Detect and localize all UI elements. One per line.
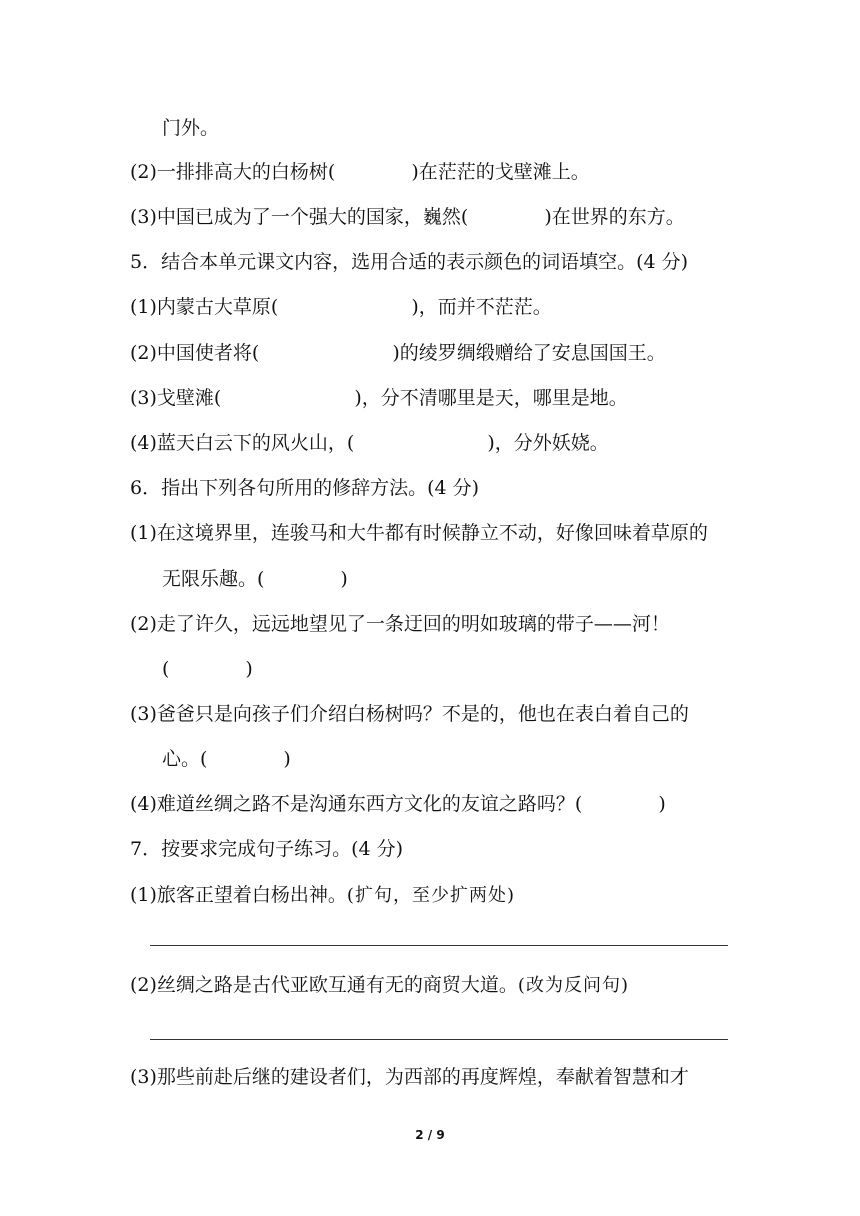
question-5-item-2: (2)中国使者将( )的绫罗绸缎赠给了安息国国王。 bbox=[130, 342, 666, 364]
question-5-item-1: (1)内蒙古大草原( )，而并不茫茫。 bbox=[130, 296, 552, 318]
question-6-heading: 6．指出下列各句所用的修辞方法。(4 分) bbox=[130, 477, 480, 499]
question-6-item-2: (2)走了许久，远远地望见了一条迂回的明如玻璃的带子——河！ bbox=[130, 613, 670, 635]
question-7-item-3: (3)那些前赴后继的建设者们，为西部的再度辉煌，奉献着智慧和才 bbox=[130, 1066, 689, 1088]
page-number: 2 / 9 bbox=[415, 1128, 445, 1142]
question-7-item-2-text: (2)丝绸之路是古代亚欧互通有无的商贸大道。 bbox=[130, 974, 518, 996]
question-5-item-3: (3)戈壁滩( )，分不清哪里是天，哪里是地。 bbox=[130, 387, 628, 409]
question-7-heading: 7．按要求完成句子练习。(4 分) bbox=[130, 838, 404, 860]
question-7-item-1 bbox=[130, 881, 740, 910]
question-7-item-1-instruction: (扩句，至少扩两处) bbox=[346, 885, 515, 906]
question-7-item-2 bbox=[130, 971, 740, 1000]
question-6-item-2-answer: ( ) bbox=[162, 658, 253, 680]
question-4-item-2: (2)一排排高大的白杨树( )在茫茫的戈壁滩上。 bbox=[130, 161, 590, 183]
question-6-item-3-continued: 心。( ) bbox=[162, 748, 291, 770]
question-7-item-1-text: (1)旅客正望着白杨出神。 bbox=[130, 884, 347, 906]
question-7-item-2-instruction: (改为反问句) bbox=[517, 975, 629, 996]
question-6-item-1: (1)在这境界里，连骏马和大牛都有时候静立不动，好像回味着草原的 bbox=[130, 522, 708, 544]
question-6-item-3: (3)爸爸只是向孩子们介绍白杨树吗？不是的，他也在表白着自己的 bbox=[130, 703, 689, 725]
answer-line-2[interactable] bbox=[150, 1039, 728, 1040]
question-5-heading: 5．结合本单元课文内容，选用合适的表示颜色的词语填空。(4 分) bbox=[130, 251, 689, 273]
question-5-item-4: (4)蓝天白云下的风火山，( )，分外妖娆。 bbox=[130, 432, 609, 454]
text-line-continuation: 门外。 bbox=[162, 117, 220, 139]
question-6-item-1-continued: 无限乐趣。( ) bbox=[162, 568, 348, 590]
question-4-item-3: (3)中国已成为了一个强大的国家，巍然( )在世界的东方。 bbox=[130, 206, 685, 228]
question-6-item-4: (4)难道丝绸之路不是沟通东西方文化的友谊之路吗？( ) bbox=[130, 793, 666, 815]
answer-line-1[interactable] bbox=[150, 945, 728, 946]
